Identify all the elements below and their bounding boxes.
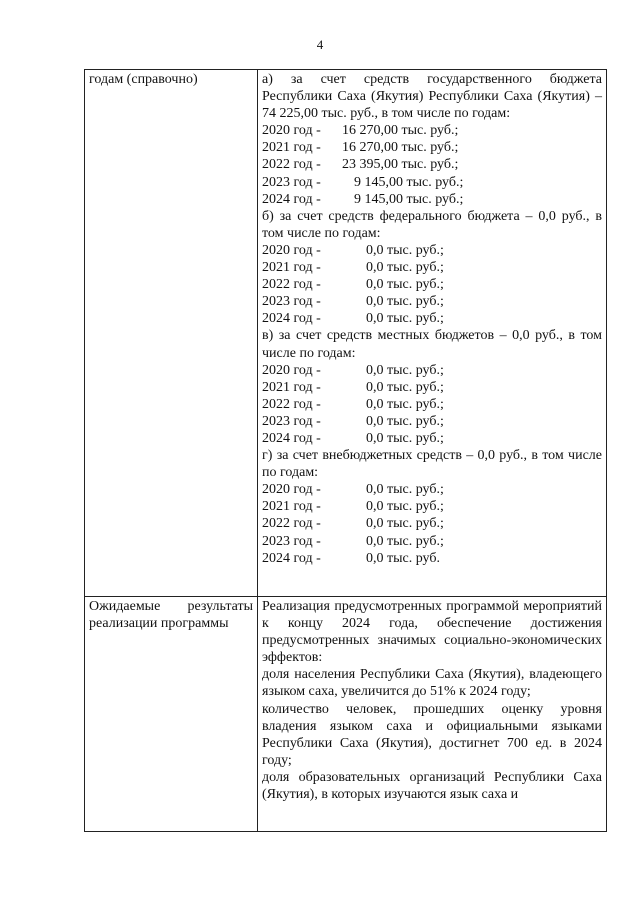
section-d-heading: г) за счет внебюджетных средств – 0,0 руб., в том числе по годам:	[262, 448, 602, 481]
funding-label-cell	[85, 70, 258, 597]
year-line: 2022 год - 0,0 тыс. руб.;	[262, 516, 444, 532]
year-line: 2023 год - 9 145,00 тыс. руб.;	[262, 174, 464, 190]
year-line: 2023 год - 0,0 тыс. руб.;	[262, 294, 444, 310]
year-line: 2021 год - 0,0 тыс. руб.;	[262, 379, 444, 395]
passport-table	[84, 69, 607, 832]
year-line: 2022 год - 23 395,00 тыс. руб.;	[262, 157, 459, 173]
year-line: 2021 год - 16 270,00 тыс. руб.;	[262, 140, 459, 156]
results-label-cell	[85, 597, 258, 832]
year-line: 2024 год - 0,0 тыс. руб.;	[262, 430, 444, 446]
funding-content-cell	[258, 70, 607, 597]
year-line: 2024 год - 0,0 тыс. руб.;	[262, 311, 444, 327]
funding-row	[85, 70, 607, 597]
year-line: 2020 год - 16 270,00 тыс. руб.;	[262, 123, 459, 139]
section-c-heading: в) за счет средств местных бюджетов – 0,0 руб., в том числе по годам:	[262, 328, 602, 361]
year-line: 2021 год - 0,0 тыс. руб.;	[262, 260, 444, 276]
results-intro: Реализация предусмотренных программой мероприятий к концу 2024 года, обеспечение достижения предусмотренных значимых социально-экономических эффектов:	[262, 599, 602, 666]
results-item: доля населения Республики Саха (Якутия), владеющего языком саха, увеличится до 51% к 2024 году;	[262, 667, 602, 700]
section-a-years	[262, 122, 602, 207]
year-line: 2022 год - 0,0 тыс. руб.;	[262, 277, 444, 293]
year-line: 2023 год - 0,0 тыс. руб.;	[262, 533, 444, 549]
year-line: 2020 год - 0,0 тыс. руб.;	[262, 362, 444, 378]
year-line: 2022 год - 0,0 тыс. руб.;	[262, 396, 444, 412]
section-b-heading: б) за счет средств федерального бюджета – 0,0 руб., в том числе по годам:	[262, 208, 602, 241]
year-line: 2023 год - 0,0 тыс. руб.;	[262, 413, 444, 429]
results-item: доля образовательных организаций Республики Саха (Якутия), в которых изучаются язык саха и	[262, 769, 602, 803]
year-line: 2024 год - 9 145,00 тыс. руб.;	[262, 191, 464, 207]
year-line: 2024 год - 0,0 тыс. руб.	[262, 550, 440, 566]
year-line: 2020 год - 0,0 тыс. руб.;	[262, 482, 444, 498]
page-number: 4	[316, 37, 324, 52]
year-line: 2020 год - 0,0 тыс. руб.;	[262, 242, 444, 258]
section-c-years	[262, 362, 602, 447]
section-d-years	[262, 481, 602, 566]
section-a-heading: а) за счет средств государственного бюджета Республики Саха (Якутия) Республики Саха (Якутия) – 74 225,00 тыс. руб., в том числе по годам:	[262, 72, 602, 122]
section-b-years	[262, 242, 602, 327]
results-item: количество человек, прошедших оценку уровня владения языком саха и официальными языками Республики Саха (Якутия), достигнет 700 ед. в 2024 году;	[262, 701, 602, 768]
funding-label: годам (справочно)	[89, 72, 198, 87]
results-row	[85, 597, 607, 832]
results-label: Ожидаемые результаты реализации программы	[89, 599, 253, 632]
year-line: 2021 год - 0,0 тыс. руб.;	[262, 499, 444, 515]
results-content-cell	[258, 597, 607, 832]
